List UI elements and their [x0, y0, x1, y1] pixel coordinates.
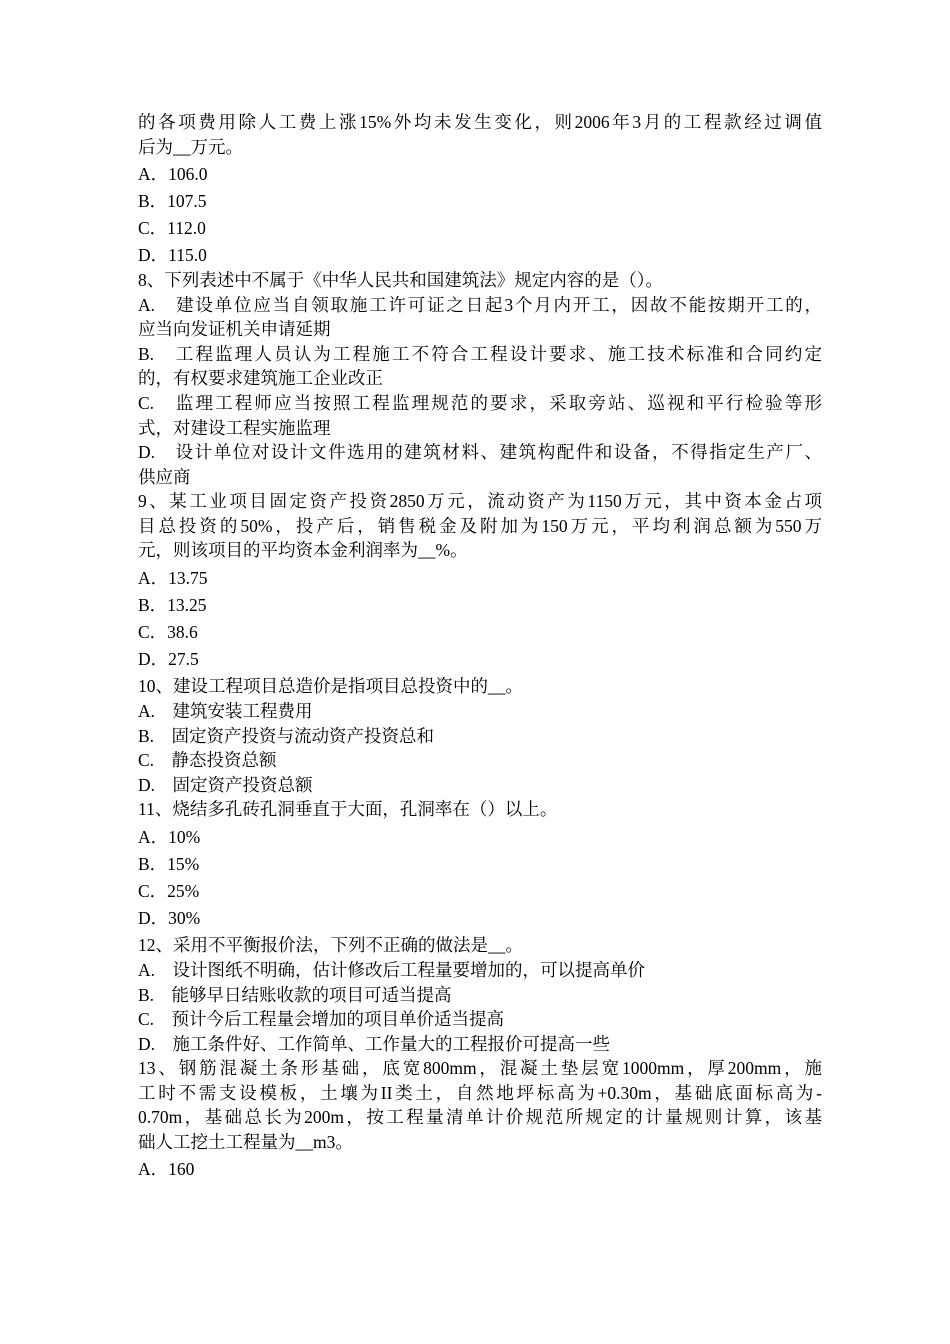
answer-option: B. 工程监理人员认为工程施工不符合工程设计要求、施工技术标准和合同约定 — [138, 343, 822, 364]
question-13 — [138, 1056, 822, 1182]
question-text-line: 9、某工业项目固定资产投资2850万元，流动资产为1150万元，其中资本金占项 — [138, 491, 822, 512]
question-text-line: 0.70m，基础总长为200m，按工程量清单计价规范所规定的计量规则计算，该基 — [138, 1107, 822, 1128]
answer-option: A. 建筑安装工程费用 — [138, 701, 313, 721]
question-text-line: 目总投资的50%，投产后，销售税金及附加为150万元，平均利润总额为550万 — [138, 515, 822, 536]
answer-option-continuation: 应当向发证机关申请延期 — [138, 319, 331, 340]
answer-option: A．10% — [138, 826, 201, 847]
question-text-line: 10、建设工程项目总造价是指项目总投资中的__。 — [138, 676, 523, 697]
answer-option: C．112.0 — [138, 218, 206, 239]
question-text-line: 工时不需支设模板，土壤为II类土，自然地坪标高为+0.30m，基础底面标高为- — [138, 1082, 822, 1103]
answer-option: B. 能够早日结账收款的项目可适当提高 — [138, 984, 452, 1005]
question-text-line: 8、下列表述中不属于《中华人民共和国建筑法》规定内容的是（）。 — [138, 269, 663, 290]
answer-option: C．38.6 — [138, 622, 198, 643]
answer-option: A. 设计图纸不明确，估计修改后工程量要增加的，可以提高单价 — [138, 959, 646, 980]
question-text-line: 12、采用不平衡报价法，下列不正确的做法是__。 — [138, 935, 523, 956]
answer-option: B．107.5 — [138, 190, 207, 211]
answer-option: A．13.75 — [138, 567, 208, 588]
question-text-line: 后为__万元。 — [138, 136, 243, 157]
answer-option-continuation: 的，有权要求建筑施工企业改正 — [138, 368, 383, 389]
answer-option: C. 预计今后工程量会增加的项目单价适当提高 — [138, 1009, 505, 1030]
answer-option: B．15% — [138, 853, 200, 874]
answer-option: A. 建设单位应当自领取施工许可证之日起3个月内开工，因故不能按期开工的， — [138, 294, 822, 315]
question-text-line: 11、烧结多孔砖孔洞垂直于大面，孔洞率在（）以上。 — [138, 799, 558, 820]
question-8 — [138, 268, 822, 489]
question-text-line: 元，则该项目的平均资本金利润率为__%。 — [138, 540, 468, 561]
document-body — [138, 110, 822, 1182]
question-text-line: 础人工挖土工程量为__m3。 — [138, 1132, 353, 1153]
answer-option: D．115.0 — [138, 245, 207, 266]
answer-option: D. 设计单位对设计文件选用的建筑材料、建筑构配件和设备，不得指定生产厂、 — [138, 442, 822, 463]
answer-option: A．160 — [138, 1159, 195, 1180]
answer-option: B．13.25 — [138, 594, 207, 615]
answer-option-continuation: 供应商 — [138, 466, 191, 487]
answer-option: D. 施工条件好、工作简单、工作量大的工程报价可提高一些 — [138, 1033, 611, 1054]
question-10 — [138, 674, 822, 797]
question-text-line: 的各项费用除人工费上涨15%外均未发生变化，则2006年3月的工程款经过调值 — [138, 112, 822, 132]
question-7-continuation — [138, 110, 822, 268]
answer-option: D．27.5 — [138, 649, 199, 670]
answer-option-continuation: 式，对建设工程实施监理 — [138, 417, 331, 438]
question-text-line: 13、钢筋混凝土条形基础，底宽800mm，混凝土垫层宽1000mm，厚200mm，施 — [138, 1058, 822, 1079]
question-9 — [138, 489, 822, 672]
answer-option: B. 固定资产投资与流动资产投资总和 — [138, 725, 435, 746]
answer-option: C. 静态投资总额 — [138, 750, 277, 771]
answer-option: D．30% — [138, 908, 201, 929]
question-11 — [138, 797, 822, 930]
answer-option: D. 固定资产投资总额 — [138, 774, 313, 795]
answer-option: C. 监理工程师应当按照工程监理规范的要求，采取旁站、巡视和平行检验等形 — [138, 392, 822, 413]
answer-option: A．106.0 — [138, 163, 208, 184]
question-12 — [138, 933, 822, 1056]
answer-option: C．25% — [138, 880, 200, 901]
